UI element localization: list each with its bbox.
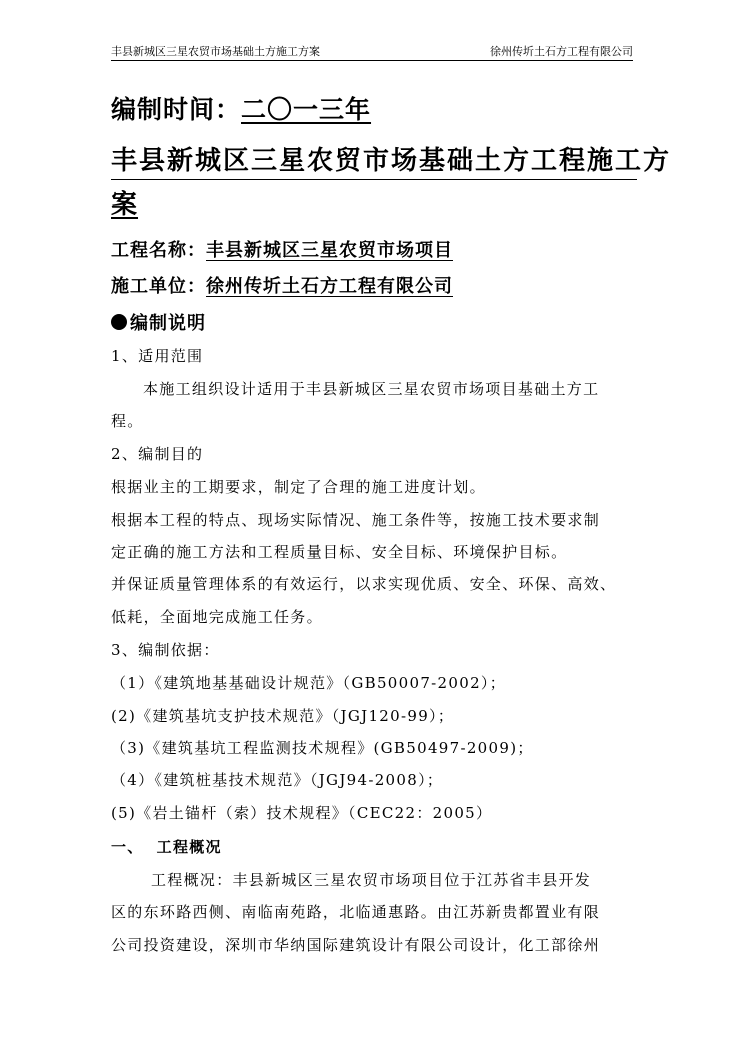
project-name xyxy=(111,236,453,262)
document-title-line2-text: 案 xyxy=(111,190,139,220)
document-title-line2 xyxy=(111,184,138,221)
overview-line1: 工程概况：丰县新城区三星农贸市场项目位于江苏省丰县开发 xyxy=(151,871,592,889)
page-header xyxy=(111,40,633,61)
purpose-line2: 根据本工程的特点、现场实际情况、施工条件等，按施工技术要求制 xyxy=(111,511,601,529)
purpose-heading: 2、编制目的 xyxy=(111,445,204,463)
construction-unit-value: 徐州传圻土石方工程有限公司 xyxy=(206,276,453,297)
compile-time-value: 二〇一三年 xyxy=(241,95,372,124)
bullet-icon xyxy=(111,314,127,330)
basis-item: (5)《岩土锚杆（索）技术规程》（CEC22：2005） xyxy=(111,804,493,822)
overview-heading: 一、 工程概况 xyxy=(111,838,222,856)
purpose-line5: 低耗，全面地完成施工任务。 xyxy=(111,608,323,626)
construction-unit-label: 施工单位： xyxy=(111,276,206,297)
header-company: 徐州传圻土石方工程有限公司 xyxy=(490,45,633,58)
project-name-label: 工程名称： xyxy=(111,240,206,261)
compile-time xyxy=(111,90,371,126)
document-title-line1: 丰县新城区三星农贸市场基础土方工程施工方 xyxy=(111,140,637,180)
section-notes-heading-text: 编制说明 xyxy=(130,313,206,334)
project-name-value: 丰县新城区三星农贸市场项目 xyxy=(206,240,453,261)
overview-line2: 区的东环路西侧、南临南苑路，北临通惠路。由江苏新贵都置业有限 xyxy=(111,903,601,921)
header-doc-title: 丰县新城区三星农贸市场基础土方施工方案 xyxy=(111,45,320,58)
basis-item: （3)《建筑基坑工程监测技术规程》(GB50497-2009)； xyxy=(111,739,534,757)
purpose-line3: 定正确的施工方法和工程质量目标、安全目标、环境保护目标。 xyxy=(111,543,568,561)
basis-item: (2)《建筑基坑支护技术规范》（JGJ120-99）； xyxy=(111,707,455,725)
basis-item: （4）《建筑桩基技术规范》（JGJ94-2008）； xyxy=(111,771,444,789)
purpose-line1: 根据业主的工期要求，制定了合理的施工进度计划。 xyxy=(111,478,486,496)
purpose-line4: 并保证质量管理体系的有效运行，以求实现优质、安全、环保、高效、 xyxy=(111,575,617,593)
compile-time-label: 编制时间： xyxy=(111,95,242,124)
section-notes-heading xyxy=(111,309,206,335)
scope-line2: 程。 xyxy=(111,412,144,430)
scope-heading: 1、适用范围 xyxy=(111,347,204,365)
basis-item: （1）《建筑地基基础设计规范》（GB50007-2002）； xyxy=(111,674,507,692)
construction-unit xyxy=(111,272,453,298)
overview-line3: 公司投资建设，深圳市华纳国际建筑设计有限公司设计，化工部徐州 xyxy=(111,936,601,954)
basis-heading: 3、编制依据： xyxy=(111,641,220,659)
scope-line1: 本施工组织设计适用于丰县新城区三星农贸市场项目基础土方工 xyxy=(143,380,600,398)
